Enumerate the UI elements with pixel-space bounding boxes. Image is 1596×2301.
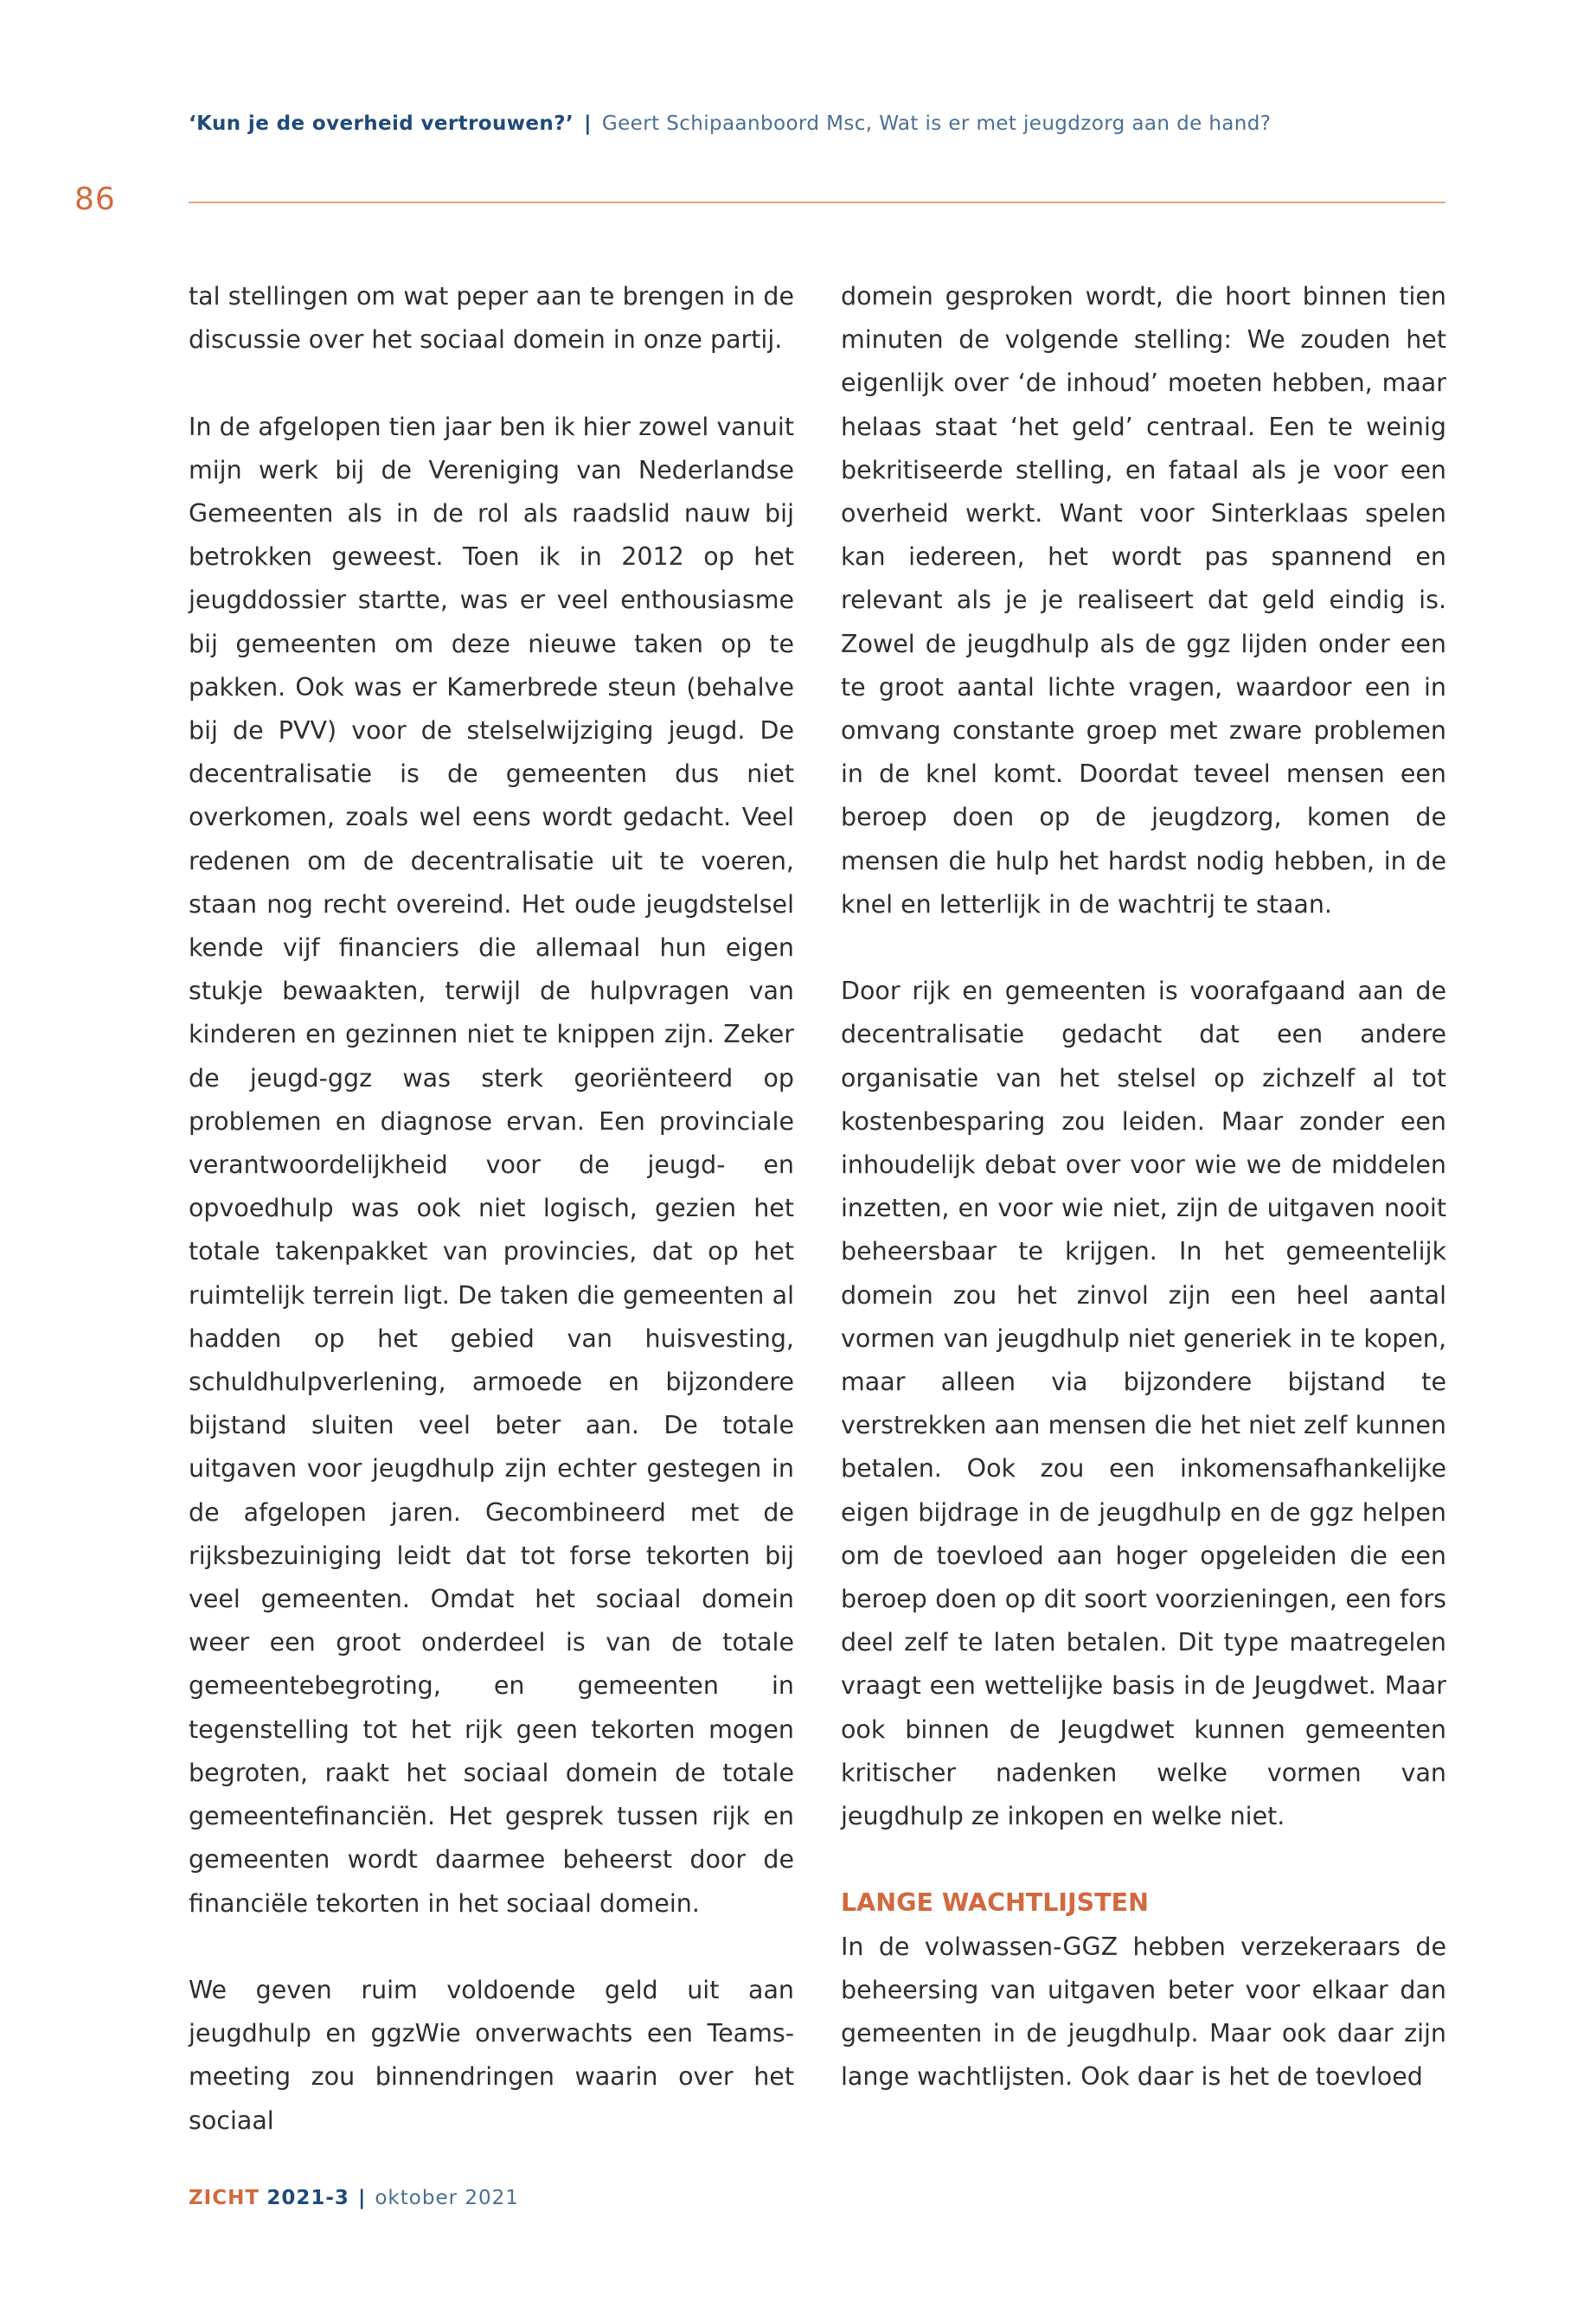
running-header [189,112,1271,135]
header-divider [189,202,1445,203]
body-paragraph: domein gesproken wordt, die hoort binnen tien minuten de volgende stelling: We zouden het eigenlijk over ‘de inhoud’ moeten hebben, maar helaas staat ‘het geld’ centraal. Een te weinig bekritiseerde stelling, en fataal als je voor een overheid werkt. Want voor Sinterklaas spelen kan iedereen, het wordt pas spannend en relevant als je je realiseert dat geld eindig is. Zowel de jeugdhulp als de ggz lijden onder een te groot aantal lichte vragen, waardoor een in omvang constante groep met zware problemen in de knel komt. Doordat teveel mensen een beroep doen op de jeugdzorg, komen de mensen die hulp het hardst nodig hebben, in de knel en letterlijk in de wachtrij te staan. [841,282,1446,919]
footer-issue: 2021-3 [266,2187,349,2209]
footer-separator: | [357,2187,367,2209]
section-heading: LANGE WACHTLIJSTEN [841,1888,1149,1918]
header-author-line: Geert Schipaanboord Msc, Wat is er met jeugdzorg aan de hand? [601,112,1272,135]
footer-magazine: ZICHT [189,2187,260,2209]
header-separator: | [584,112,592,135]
body-paragraph: Door rijk en gemeenten is voorafgaand aan de decentralisatie gedacht dat een andere organisatie van het stelsel op zichzelf al tot kostenbesparing zou leiden. Maar zonder een inhoudelijk debat over voor wie we de middelen inzetten, en voor wie niet, zijn de uitgaven nooit beheersbaar te krijgen. In het gemeentelijk domein zou het zinvol zijn een heel aantal vormen van jeugdhulp niet generiek in te kopen, maar alleen via bijzondere bijstand te verstrekken aan mensen die het niet zelf kunnen betalen. Ook zou een inkomensafhankelijke eigen bijdrage in de jeugdhulp en de ggz helpen om de toevloed aan hoger opgeleiden die een beroep doen op dit soort voorzieningen, een fors deel zelf te laten betalen. Dit type maatregelen vraagt een wettelijke basis in de Jeugdwet. Maar ook binnen de Jeugdwet kunnen gemeenten kritischer nadenken welke vormen van jeugdhulp ze inkopen en welke niet. [841,977,1446,1831]
right-column [841,275,1446,2099]
body-paragraph: tal stellingen om wat peper aan te brengen in de discussie over het sociaal domein in onze partij. [189,282,794,355]
page-footer [189,2187,519,2209]
body-paragraph: In de volwassen-GGZ hebben verzekeraars de beheersing van uitgaven beter voor elkaar dan gemeenten in de jeugdhulp. Maar ook daar zijn lange wachtlijsten. Ook daar is het de toevloed [841,1932,1446,2092]
left-column [189,275,794,2143]
body-paragraph: We geven ruim voldoende geld uit aan jeugdhulp en ggzWie onverwachts een Teams-meeting zou binnendringen waarin over het sociaal [189,1975,794,2135]
body-paragraph: In de afgelopen tien jaar ben ik hier zowel vanuit mijn werk bij de Vereniging van Nederlandse Gemeenten als in de rol als raadslid nauw bij betrokken geweest. Toen ik in 2012 op het jeugddossier startte, was er veel enthousiasme bij gemeenten om deze nieuwe taken op te pakken. Ook was er Kamerbrede steun (behalve bij de PVV) voor de stelselwijziging jeugd. De decentralisatie is de gemeenten dus niet overkomen, zoals wel eens wordt gedacht. Veel redenen om de decentralisatie uit te voeren, staan nog recht overeind. Het oude jeugdstelsel kende vijf financiers die allemaal hun eigen stukje bewaakten, terwijl de hulpvragen van kinderen en gezinnen niet te knippen zijn. Zeker de jeugd-ggz was sterk georiënteerd op problemen en diagnose ervan. Een provinciale verantwoordelijkheid voor de jeugd- en opvoedhulp was ook niet logisch, gezien het totale takenpakket van provincies, dat op het ruimtelijk terrein ligt. De taken die gemeenten al hadden op het gebied van huisvesting, schuldhulpverlening, armoede en bijzondere bijstand sluiten veel beter aan. De totale uitgaven voor jeugdhulp zijn echter gestegen in de afgelopen jaren. Gecombineerd met de rijksbezuiniging leidt dat tot forse tekorten bij veel gemeenten. Omdat het sociaal domein weer een groot onderdeel is van de totale gemeentebegroting, en gemeenten in tegenstelling tot het rijk geen tekorten mogen begroten, raakt het sociaal domein de totale gemeentefinanciën. Het gesprek tussen rijk en gemeenten wordt daarmee beheerst door de financiële tekorten in het sociaal domein. [189,412,794,1918]
page-number: 86 [74,182,116,217]
header-title: ‘Kun je de overheid vertrouwen?’ [189,112,574,135]
footer-date: oktober 2021 [375,2187,519,2209]
